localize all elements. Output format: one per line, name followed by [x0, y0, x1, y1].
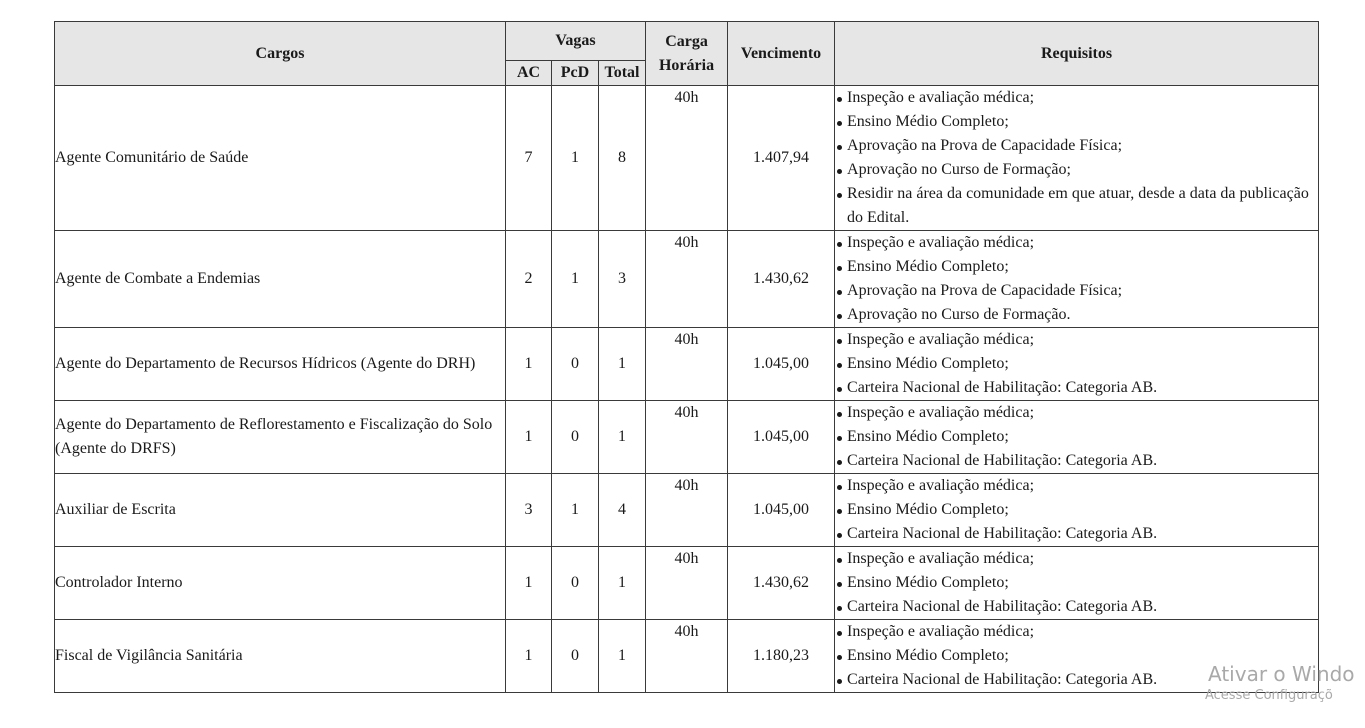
ac-cell: 7 [506, 86, 552, 231]
requisitos-cell [835, 231, 1319, 328]
table-row [55, 401, 1319, 474]
vencimento-cell: 1.430,62 [728, 231, 835, 328]
total-cell: 1 [599, 328, 646, 401]
table-row [55, 231, 1319, 328]
cargo-cell: Agente Comunitário de Saúde [55, 86, 506, 231]
requisito-item: Inspeção e avaliação médica; [835, 620, 1318, 644]
table-row [55, 620, 1319, 693]
ac-cell: 1 [506, 620, 552, 693]
requisito-item: Aprovação no Curso de Formação. [835, 303, 1318, 327]
ac-cell: 1 [506, 401, 552, 474]
ac-cell: 1 [506, 328, 552, 401]
carga-horaria-cell: 40h [646, 328, 728, 401]
pcd-cell: 1 [552, 86, 599, 231]
requisito-item: Aprovação na Prova de Capacidade Física; [835, 279, 1318, 303]
carga-horaria-cell: 40h [646, 401, 728, 474]
cargo-cell: Agente do Departamento de Recursos Hídricos (Agente do DRH) [55, 328, 506, 401]
pcd-cell: 1 [552, 474, 599, 547]
header-vagas: Vagas [506, 22, 646, 61]
table-row [55, 328, 1319, 401]
requisito-item: Inspeção e avaliação médica; [835, 86, 1318, 110]
cargo-cell: Controlador Interno [55, 547, 506, 620]
requisito-item: Residir na área da comunidade em que atuar, desde a data da publicação do Edital. [835, 182, 1318, 230]
table-body [55, 86, 1319, 693]
requisito-item: Carteira Nacional de Habilitação: Categoria AB. [835, 595, 1318, 619]
total-cell: 1 [599, 401, 646, 474]
vencimento-cell: 1.430,62 [728, 547, 835, 620]
requisitos-cell [835, 86, 1319, 231]
cargo-cell: Agente do Departamento de Reflorestamento e Fiscalização do Solo (Agente do DRFS) [55, 401, 506, 474]
header-carga-horaria: Carga Horária [646, 22, 728, 86]
requisito-item: Ensino Médio Completo; [835, 571, 1318, 595]
ac-cell: 1 [506, 547, 552, 620]
requisitos-list [835, 328, 1318, 400]
requisito-item: Aprovação no Curso de Formação; [835, 158, 1318, 182]
table-row [55, 474, 1319, 547]
requisitos-cell [835, 474, 1319, 547]
table-header [55, 22, 1319, 86]
table-row [55, 86, 1319, 231]
requisito-item: Inspeção e avaliação médica; [835, 547, 1318, 571]
total-cell: 1 [599, 620, 646, 693]
requisito-item: Inspeção e avaliação médica; [835, 231, 1318, 255]
cargo-cell: Auxiliar de Escrita [55, 474, 506, 547]
cargo-cell: Fiscal de Vigilância Sanitária [55, 620, 506, 693]
header-cargos: Cargos [55, 22, 506, 86]
header-pcd: PcD [552, 61, 599, 86]
header-requisitos: Requisitos [835, 22, 1319, 86]
requisito-item: Inspeção e avaliação médica; [835, 328, 1318, 352]
vencimento-cell: 1.180,23 [728, 620, 835, 693]
vencimento-cell: 1.407,94 [728, 86, 835, 231]
watermark-subtitle: Acesse Configuraçõ [1205, 688, 1333, 703]
requisitos-cell [835, 401, 1319, 474]
ac-cell: 2 [506, 231, 552, 328]
table-row [55, 547, 1319, 620]
requisito-item: Carteira Nacional de Habilitação: Categoria AB. [835, 376, 1318, 400]
header-total: Total [599, 61, 646, 86]
carga-horaria-cell: 40h [646, 620, 728, 693]
pcd-cell: 0 [552, 401, 599, 474]
carga-horaria-cell: 40h [646, 86, 728, 231]
requisitos-list [835, 547, 1318, 619]
requisito-item: Inspeção e avaliação médica; [835, 401, 1318, 425]
carga-horaria-cell: 40h [646, 547, 728, 620]
total-cell: 8 [599, 86, 646, 231]
requisito-item: Ensino Médio Completo; [835, 644, 1318, 668]
requisitos-cell [835, 620, 1319, 693]
carga-horaria-cell: 40h [646, 474, 728, 547]
requisito-item: Ensino Médio Completo; [835, 425, 1318, 449]
requisitos-cell [835, 547, 1319, 620]
watermark-title: Ativar o Windo [1208, 662, 1355, 686]
requisito-item: Ensino Médio Completo; [835, 352, 1318, 376]
requisito-item: Inspeção e avaliação médica; [835, 474, 1318, 498]
vencimento-cell: 1.045,00 [728, 474, 835, 547]
requisitos-cell [835, 328, 1319, 401]
requisitos-list [835, 231, 1318, 327]
vacancy-table [54, 21, 1319, 693]
pcd-cell: 0 [552, 328, 599, 401]
requisito-item: Ensino Médio Completo; [835, 255, 1318, 279]
pcd-cell: 0 [552, 547, 599, 620]
requisito-item: Carteira Nacional de Habilitação: Categoria AB. [835, 449, 1318, 473]
requisito-item: Ensino Médio Completo; [835, 110, 1318, 134]
requisito-item: Ensino Médio Completo; [835, 498, 1318, 522]
cargo-cell: Agente de Combate a Endemias [55, 231, 506, 328]
carga-horaria-cell: 40h [646, 231, 728, 328]
requisitos-list [835, 620, 1318, 692]
requisito-item: Carteira Nacional de Habilitação: Categoria AB. [835, 668, 1318, 692]
vencimento-cell: 1.045,00 [728, 401, 835, 474]
requisitos-list [835, 86, 1318, 230]
pcd-cell: 0 [552, 620, 599, 693]
requisitos-list [835, 474, 1318, 546]
header-ac: AC [506, 61, 552, 86]
total-cell: 4 [599, 474, 646, 547]
vencimento-cell: 1.045,00 [728, 328, 835, 401]
total-cell: 3 [599, 231, 646, 328]
total-cell: 1 [599, 547, 646, 620]
ac-cell: 3 [506, 474, 552, 547]
header-vencimento: Vencimento [728, 22, 835, 86]
requisito-item: Carteira Nacional de Habilitação: Categoria AB. [835, 522, 1318, 546]
requisitos-list [835, 401, 1318, 473]
pcd-cell: 1 [552, 231, 599, 328]
requisito-item: Aprovação na Prova de Capacidade Física; [835, 134, 1318, 158]
